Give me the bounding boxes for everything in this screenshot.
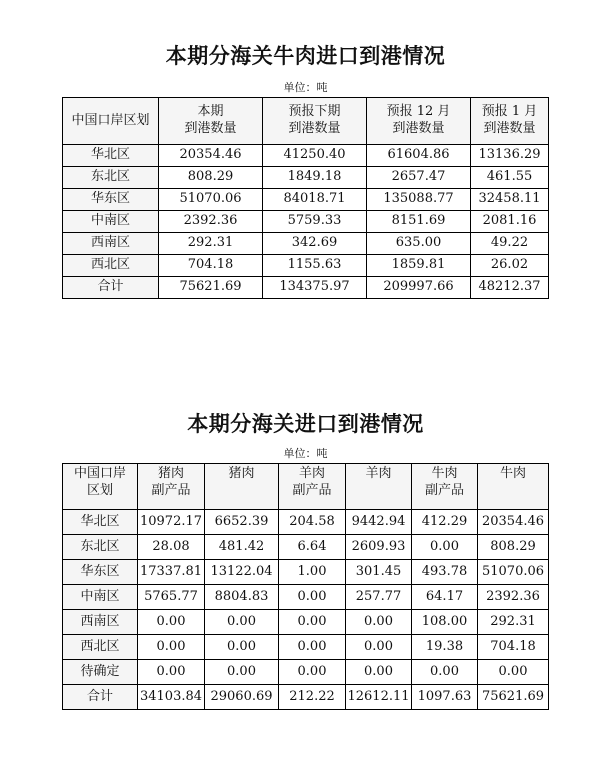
table2-region-label: 西北区 [63, 635, 138, 660]
table2-value-cell: 292.31 [478, 610, 549, 635]
table2-value-cell: 2392.36 [478, 585, 549, 610]
table2-value-cell: 34103.84 [138, 685, 205, 710]
table2-value-cell: 0.00 [279, 660, 346, 685]
table2-value-cell: 9442.94 [346, 510, 412, 535]
table1-value-cell: 84018.71 [263, 189, 367, 211]
table2-value-cell: 108.00 [412, 610, 478, 635]
table2-value-cell: 0.00 [279, 635, 346, 660]
table2-region-label: 华东区 [63, 560, 138, 585]
table1-value-cell: 209997.66 [367, 277, 471, 299]
table1-value-cell: 342.69 [263, 233, 367, 255]
table2-value-cell: 0.00 [346, 610, 412, 635]
table1-value-cell: 461.55 [471, 167, 549, 189]
table1-header-row [63, 98, 549, 145]
table2-column-header-line: 猪肉 [157, 466, 184, 481]
table2-value-cell: 6.64 [279, 535, 346, 560]
table2-column-header-line: 羊肉 [365, 466, 392, 481]
table2-column-header-line: 牛肉 [499, 466, 526, 481]
table-row [63, 560, 549, 585]
table1-column-header-line: 预报 1 月 [481, 104, 538, 120]
table2-value-cell: 212.22 [279, 685, 346, 710]
table2-value-cell: 28.08 [138, 535, 205, 560]
table-row [63, 145, 549, 167]
table2-column-header-line: 猪肉 [228, 466, 255, 481]
table2-value-cell: 17337.81 [138, 560, 205, 585]
table2-value-cell: 13122.04 [205, 560, 279, 585]
table2-value-cell: 75621.69 [478, 685, 549, 710]
table2-column-header-line: 牛肉 [431, 466, 458, 481]
table1-column-header [263, 98, 367, 145]
table2-value-cell: 0.00 [205, 635, 279, 660]
table1-column-header [63, 98, 159, 145]
table2-region-label: 华北区 [63, 510, 138, 535]
table1-column-header-line: 到港数量 [288, 121, 341, 136]
table2-value-cell: 0.00 [205, 660, 279, 685]
table2-value-cell: 0.00 [346, 635, 412, 660]
table1-column-header-line: 到港数量 [392, 121, 445, 136]
table2-value-cell: 6652.39 [205, 510, 279, 535]
table1-column-header-line: 本期 [197, 104, 224, 120]
table-row [63, 610, 549, 635]
table2-column-header-line: 副产品 [424, 482, 464, 498]
table2-value-cell: 0.00 [279, 610, 346, 635]
table1-value-cell: 20354.46 [159, 145, 263, 167]
table2-value-cell: 2609.93 [346, 535, 412, 560]
table2-column-header-line: 中国口岸 [73, 466, 126, 481]
table2-value-cell: 51070.06 [478, 560, 549, 585]
table2-column-header [412, 464, 478, 510]
table2-region-label: 合计 [63, 685, 138, 710]
table1-value-cell: 1155.63 [263, 255, 367, 277]
table1-value-cell: 26.02 [471, 255, 549, 277]
table-row [63, 211, 549, 233]
table-row [63, 189, 549, 211]
table2-column-header-line: 副产品 [292, 482, 332, 498]
table1-column-header-line: 到港数量 [483, 121, 536, 136]
table1-value-cell: 808.29 [159, 167, 263, 189]
table1-value-cell: 41250.40 [263, 145, 367, 167]
table-row [63, 685, 549, 710]
table1-value-cell: 704.18 [159, 255, 263, 277]
table2-value-cell: 1097.63 [412, 685, 478, 710]
table-row [63, 660, 549, 685]
table1-value-cell: 8151.69 [367, 211, 471, 233]
table2-region-label: 中南区 [63, 585, 138, 610]
table2-value-cell: 12612.11 [346, 685, 412, 710]
table1-value-cell: 13136.29 [471, 145, 549, 167]
table2-value-cell: 412.29 [412, 510, 478, 535]
table2-column-header [138, 464, 205, 510]
table2-value-cell: 481.42 [205, 535, 279, 560]
table2-value-cell: 19.38 [412, 635, 478, 660]
table2-unit: 单位：吨 [283, 447, 328, 460]
table2-value-cell: 301.45 [346, 560, 412, 585]
table2-value-cell: 0.00 [138, 610, 205, 635]
table1-value-cell: 51070.06 [159, 189, 263, 211]
table2-column-header-line: 区划 [86, 482, 113, 498]
table1-region-label: 中南区 [63, 211, 159, 233]
table1-value-cell: 135088.77 [367, 189, 471, 211]
table2-value-cell: 0.00 [412, 660, 478, 685]
table2-column-header-line: 羊肉 [298, 466, 325, 481]
table2-value-cell: 0.00 [279, 585, 346, 610]
table1-region-label: 华北区 [63, 145, 159, 167]
table2-value-cell: 0.00 [346, 660, 412, 685]
table2-value-cell: 0.00 [412, 535, 478, 560]
table2-region-label: 待确定 [63, 660, 138, 685]
table2-value-cell: 204.58 [279, 510, 346, 535]
beef-port-table [62, 97, 549, 299]
table-row [63, 233, 549, 255]
table2-value-cell: 8804.83 [205, 585, 279, 610]
table1-column-header [367, 98, 471, 145]
table-row [63, 635, 549, 660]
table1-value-cell: 1859.81 [367, 255, 471, 277]
table1-value-cell: 2392.36 [159, 211, 263, 233]
table2-value-cell: 808.29 [478, 535, 549, 560]
table-row [63, 167, 549, 189]
table-row [63, 255, 549, 277]
table1-region-label: 合计 [63, 277, 159, 299]
table2-value-cell: 704.18 [478, 635, 549, 660]
table1-region-label: 华东区 [63, 189, 159, 211]
table2-value-cell: 493.78 [412, 560, 478, 585]
table1-value-cell: 32458.11 [471, 189, 549, 211]
table2-column-header [279, 464, 346, 510]
table1-value-cell: 2657.47 [367, 167, 471, 189]
table2-value-cell: 5765.77 [138, 585, 205, 610]
table1-column-header-line: 预报 12 月 [386, 104, 451, 120]
meat-port-table [62, 463, 549, 710]
table2-value-cell: 257.77 [346, 585, 412, 610]
table2-value-cell: 20354.46 [478, 510, 549, 535]
table1-column-header [471, 98, 549, 145]
table1-column-header-line: 预报下期 [288, 104, 341, 120]
table2-value-cell: 29060.69 [205, 685, 279, 710]
table2-title: 本期分海关进口到港情况 [187, 412, 424, 436]
table1-title: 本期分海关牛肉进口到港情况 [165, 44, 446, 68]
table1-value-cell: 1849.18 [263, 167, 367, 189]
table2-region-label: 西南区 [63, 610, 138, 635]
table1-column-header-line: 中国口岸区划 [71, 112, 150, 128]
table1-value-cell: 61604.86 [367, 145, 471, 167]
table2-column-header [346, 464, 412, 510]
table2-value-cell: 0.00 [205, 610, 279, 635]
table-row [63, 510, 549, 535]
table1-value-cell: 5759.33 [263, 211, 367, 233]
table2-value-cell: 1.00 [279, 560, 346, 585]
table2-region-label: 东北区 [63, 535, 138, 560]
table2-value-cell: 64.17 [412, 585, 478, 610]
table1-region-label: 西南区 [63, 233, 159, 255]
table2-value-cell: 0.00 [138, 635, 205, 660]
table1-unit: 单位：吨 [283, 81, 328, 94]
table1-value-cell: 635.00 [367, 233, 471, 255]
table1-value-cell: 292.31 [159, 233, 263, 255]
table2-value-cell: 0.00 [478, 660, 549, 685]
table2-column-header [205, 464, 279, 510]
table1-region-label: 西北区 [63, 255, 159, 277]
table2-column-header [63, 464, 138, 510]
table-row [63, 535, 549, 560]
table2-header-row [63, 464, 549, 510]
table1-value-cell: 75621.69 [159, 277, 263, 299]
table1-value-cell: 134375.97 [263, 277, 367, 299]
table2-column-header-line: 副产品 [151, 482, 191, 498]
table1-column-header [159, 98, 263, 145]
table2-column-header [478, 464, 549, 510]
table1-region-label: 东北区 [63, 167, 159, 189]
table1-value-cell: 2081.16 [471, 211, 549, 233]
table1-value-cell: 48212.37 [471, 277, 549, 299]
table2-value-cell: 10972.17 [138, 510, 205, 535]
table-row [63, 585, 549, 610]
table1-column-header-line: 到港数量 [184, 121, 237, 136]
table-row [63, 277, 549, 299]
table1-value-cell: 49.22 [471, 233, 549, 255]
table2-value-cell: 0.00 [138, 660, 205, 685]
